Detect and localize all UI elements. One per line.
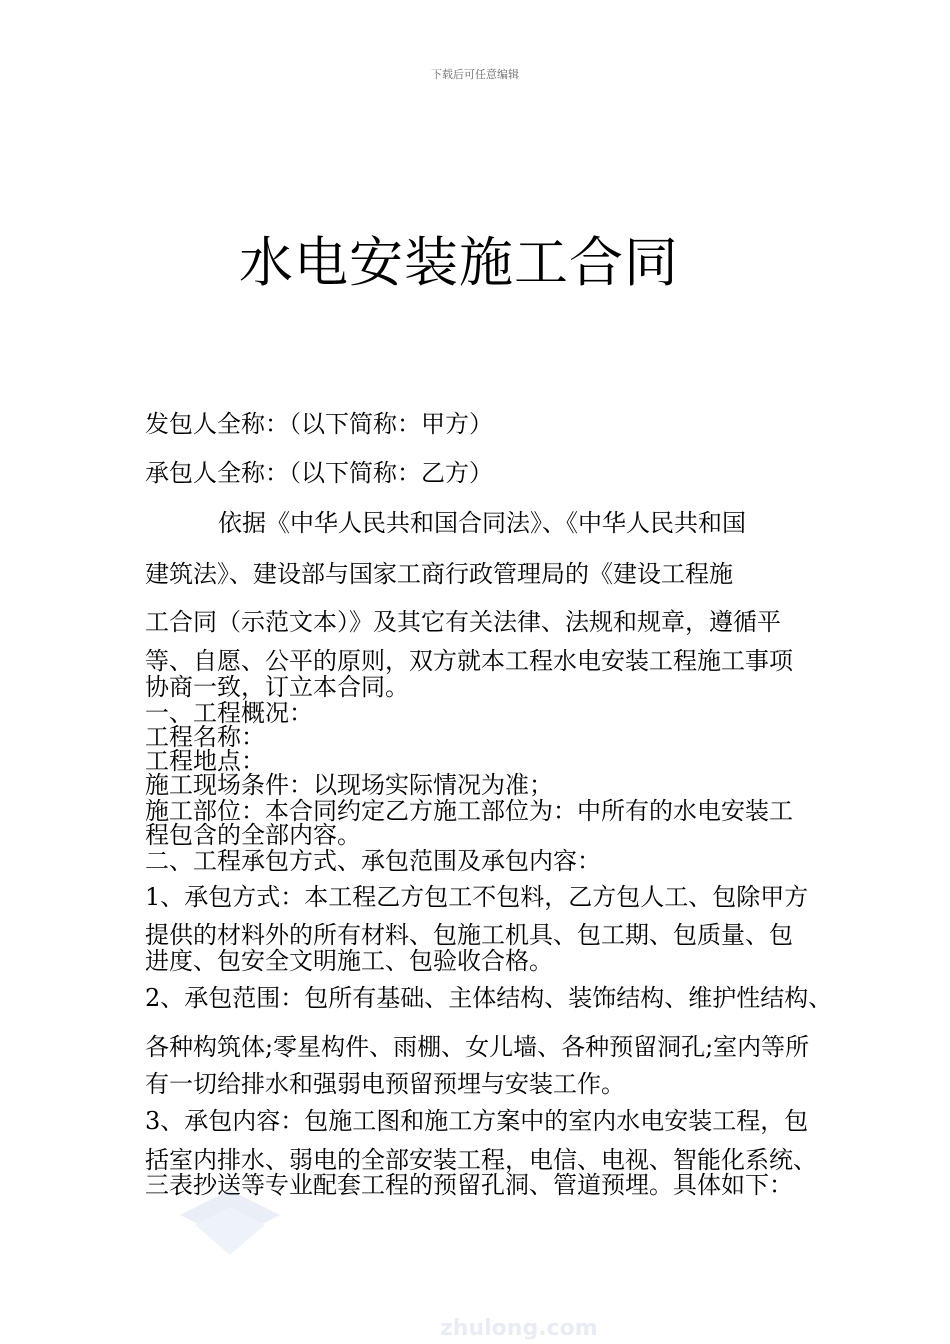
footer-watermark: zhulong.com — [440, 1316, 598, 1341]
header-note: 下载后可任意编辑 — [431, 68, 519, 81]
document-title: 水电安装施工合同 — [239, 231, 679, 294]
construction-scope-line: 程包含的全部内容。 — [145, 821, 361, 849]
paragraph-line: 依据《中华人民共和国合同法》、《中华人民共和国 — [218, 509, 746, 537]
construction-scope-line: 施工部位：本合同约定乙方施工部位为：中所有的水电安装工 — [145, 797, 793, 825]
paragraph-line: 工合同（示范文本）》及其它有关法律、法规和规章，遵循平 — [145, 608, 781, 636]
clause-line: 三表抄送等专业配套工程的预留孔洞、管道预埋。具体如下： — [145, 1171, 793, 1199]
watermark-logo-icon — [175, 1185, 285, 1260]
party-a-line: 发包人全称：（以下简称：甲方） — [145, 410, 493, 438]
party-b-line: 承包人全称：（以下简称：乙方） — [145, 459, 493, 487]
clause-line: 1、承包方式：本工程乙方包工不包料，乙方包人工、包除甲方 — [145, 883, 809, 911]
clause-line: 进度、包安全文明施工、包验收合格。 — [145, 947, 553, 975]
clause-line: 提供的材料外的所有材料、包施工机具、包工期、包质量、包 — [145, 921, 793, 949]
clause-line: 3、承包内容：包施工图和施工方案中的室内水电安装工程，包 — [145, 1107, 809, 1135]
section-heading-2: 二、工程承包方式、承包范围及承包内容： — [145, 847, 601, 875]
clause-line: 括室内排水、弱电的全部安装工程，电信、电视、智能化系统、 — [145, 1146, 817, 1174]
clause-line: 各种构筑体;零星构件、雨棚、女儿墙、各种预留洞孔;室内等所 — [145, 1033, 810, 1061]
clause-line: 有一切给排水和强弱电预留预埋与安装工作。 — [145, 1070, 625, 1098]
site-condition-line: 施工现场条件：以现场实际情况为准； — [145, 771, 553, 799]
clause-line: 2、承包范围：包所有基础、主体结构、装饰结构、维护性结构、 — [145, 984, 833, 1012]
paragraph-line: 建筑法》、建设部与国家工商行政管理局的《建设工程施 — [145, 560, 733, 588]
project-name-line: 工程名称： — [145, 723, 265, 751]
project-location-line: 工程地点： — [145, 747, 265, 775]
paragraph-line: 等、自愿、公平的原则，双方就本工程水电安装工程施工事项 — [145, 647, 793, 675]
section-heading-1: 一、工程概况： — [145, 699, 313, 727]
paragraph-line: 协商一致，订立本合同。 — [145, 673, 409, 701]
